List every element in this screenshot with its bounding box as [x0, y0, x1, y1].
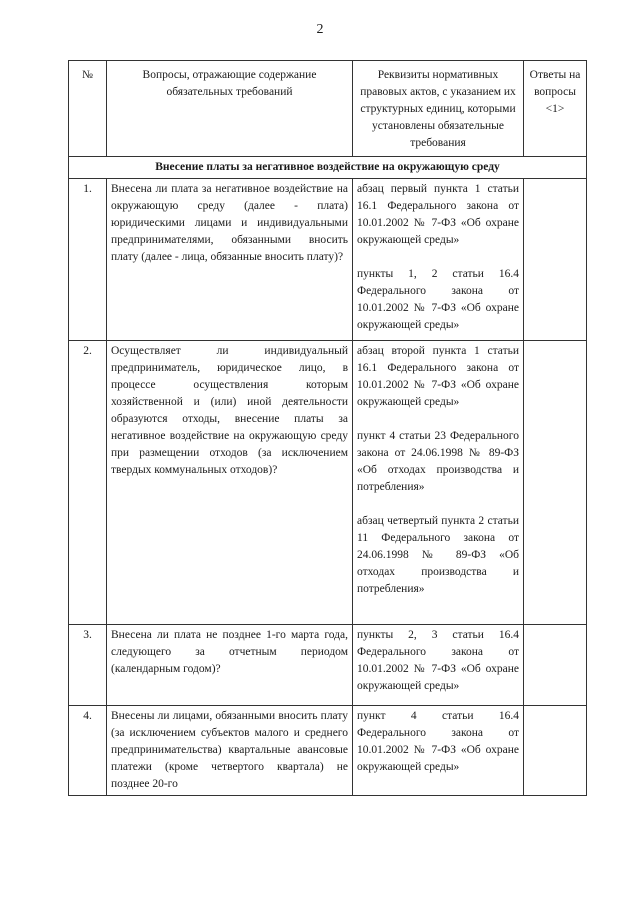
row-question: Внесена ли плата не позднее 1-го марта года, следующего за отчетным периодом (календарным годом)?	[107, 625, 353, 706]
row-answer-cell[interactable]	[524, 341, 587, 625]
table-header-row	[69, 61, 587, 157]
page-number: 2	[316, 22, 324, 37]
row-number: 3.	[69, 625, 107, 706]
requisite-ref: пункт 4 статьи 16.4 Федерального закона от 10.01.2002 № 7-ФЗ «Об охране окружающей среды»	[357, 710, 519, 773]
row-question: Осуществляет ли индивидуальный предприниматель, юридическое лицо, в процессе осуществления которым хозяйственной и (или) иной деятельности образуются отходы, внесение платы за негативное воздействие на окружающую среду при размещении отходов (за исключением твердых коммунальных отходов)?	[107, 341, 353, 625]
table-row	[69, 706, 587, 796]
requisite-ref: пункт 4 статьи 23 Федерального закона от 24.06.1998 № 89-ФЗ «Об отходах производства и потребления»	[357, 430, 519, 493]
row-requisites	[353, 179, 524, 341]
row-answer-cell[interactable]	[524, 625, 587, 706]
row-answer-cell[interactable]	[524, 179, 587, 341]
row-requisites	[353, 625, 524, 706]
section-row	[69, 157, 587, 179]
requisite-ref: абзац первый пункта 1 статьи 16.1 Федерального закона от 10.01.2002 № 7-ФЗ «Об охране окружающей среды»	[357, 183, 519, 246]
header-answers: Ответы на вопросы <1>	[524, 61, 587, 157]
requisite-ref: пункты 1, 2 статьи 16.4 Федерального закона от 10.01.2002 № 7-ФЗ «Об охране окружающей среды»	[357, 268, 519, 331]
requisite-ref: абзац четвертый пункта 2 статьи 11 Федерального закона от 24.06.1998 № 89-ФЗ «Об отходах производства и потребления»	[357, 515, 519, 595]
header-question: Вопросы, отражающие содержание обязательных требований	[107, 61, 353, 157]
row-question: Внесена ли плата за негативное воздействие на окружающую среду (далее - плата) юридическими лицами и индивидуальными предпринимателями, обязанными вносить плату (далее - лица, обязанные вносить плату)?	[107, 179, 353, 341]
requisite-ref: абзац второй пункта 1 статьи 16.1 Федерального закона от 10.01.2002 № 7-ФЗ «Об охране окружающей среды»	[357, 345, 519, 408]
row-requisites	[353, 706, 524, 796]
row-answer-cell[interactable]	[524, 706, 587, 796]
row-requisites	[353, 341, 524, 625]
checklist-table	[68, 60, 587, 796]
row-number: 1.	[69, 179, 107, 341]
table-row	[69, 625, 587, 706]
table-row	[69, 179, 587, 341]
header-num: №	[69, 61, 107, 157]
header-requisites: Реквизиты нормативных правовых актов, с указанием их структурных единиц, которыми установлены обязательные требования	[353, 61, 524, 157]
table-row	[69, 341, 587, 625]
row-number: 2.	[69, 341, 107, 625]
row-question: Внесены ли лицами, обязанными вносить плату (за исключением субъектов малого и среднего предпринимательства) квартальные авансовые платежи (кроме четвертого квартала) не позднее 20-го	[107, 706, 353, 796]
row-number: 4.	[69, 706, 107, 796]
section-title: Внесение платы за негативное воздействие на окружающую среду	[69, 157, 587, 179]
requisite-ref: пункты 2, 3 статьи 16.4 Федерального закона от 10.01.2002 № 7-ФЗ «Об охране окружающей среды»	[357, 629, 519, 692]
